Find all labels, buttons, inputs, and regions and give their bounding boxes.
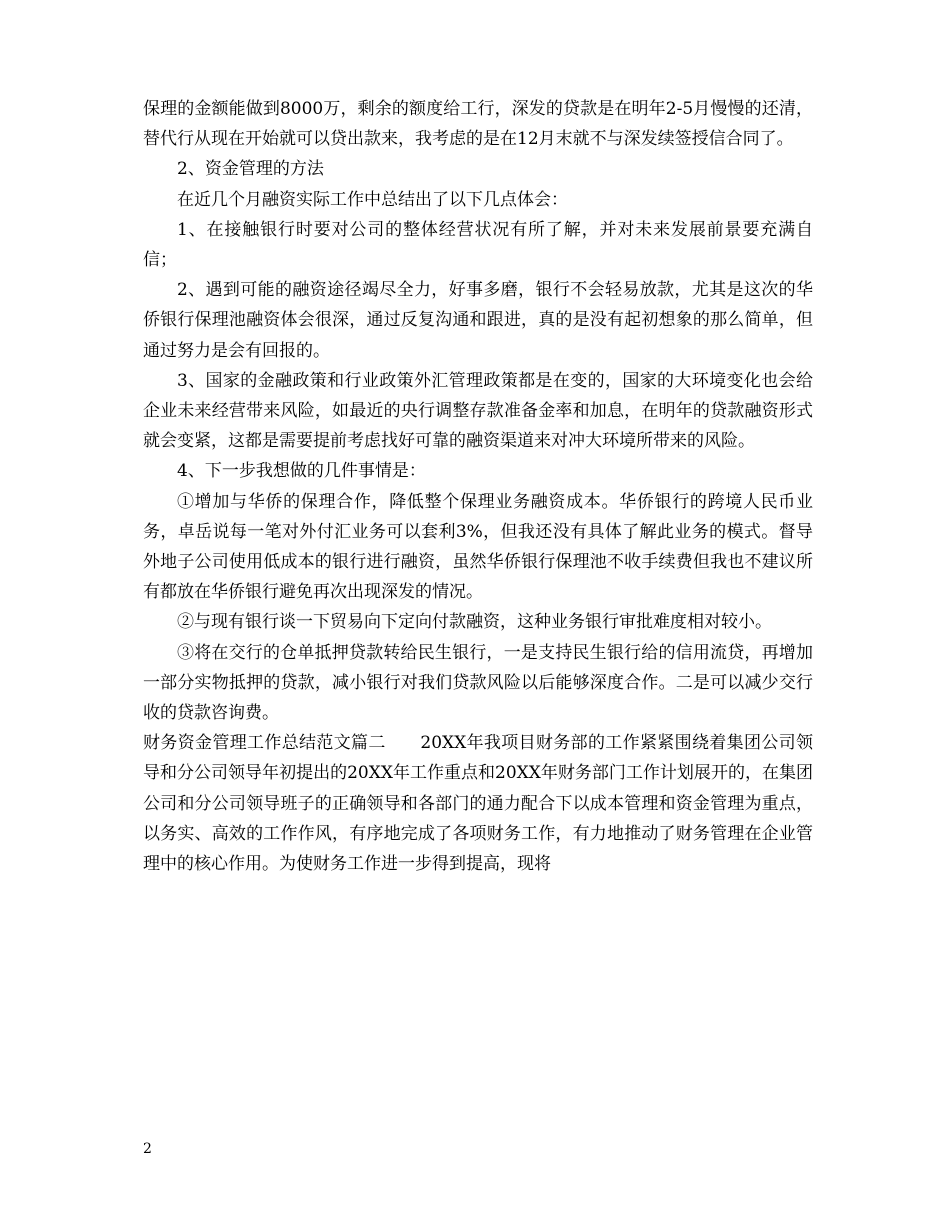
paragraph-point-2: 2、遇到可能的融资途径竭尽全力，好事多磨，银行不会轻易放款，尤其是这次的华侨银行保理池融资体会很深，通过反复沟通和跟进，真的是没有起初想象的那么简单，但通过努力是会有回报的。 [143, 280, 813, 361]
paragraph-point-4: 4、下一步我想做的几件事情是： [177, 461, 426, 482]
page-number: 2 [143, 1141, 152, 1157]
paragraph-subpoint-3: ③将在交行的仓单抵押贷款转给民生银行，一是支持民生银行给的信用流贷，再增加一部分实物抵押的贷款，减小银行对我们贷款风险以后能够深度合作。二是可以减少交行收的贷款咨询费。 [143, 642, 813, 724]
paragraph-article-two: 财务资金管理工作总结范文篇二 20XX年我项目财务部的工作紧紧围绕着集团公司领导和分公司领导年初提出的20XX年工作重点和20XX年财务部门工作计划展开的，在集团公司和分公司领导班子的正确领导和各部门的通力配合下以成本管理和资金管理为重点，以务实、高效的工作作风，有序地完成了各项财务工作，有力地推动了财务管理在企业管理中的核心作用。为使财务工作进一步得到提高，现将 [143, 733, 813, 875]
paragraph-summary-intro: 在近几个月融资实际工作中总结出了以下几点体会： [177, 189, 568, 210]
paragraph-subpoint-2: ②与现有银行谈一下贸易向下定向付款融资，这种业务银行审批难度相对较小。 [177, 612, 772, 633]
paragraph-continuation: 保理的金额能做到8000万，剩余的额度给工行，深发的贷款是在明年2-5月慢慢的还清，替代行从现在开始就可以贷出款来，我考虑的是在12月末就不与深发续签授信合同了。 [143, 99, 813, 150]
paragraph-point-3: 3、国家的金融政策和行业政策外汇管理政策都是在变的，国家的大环境变化也会给企业未来经营带来风险，如最近的央行调整存款准备金率和加息，在明年的贷款融资形式就会变紧，这都是需要提前考虑找好可靠的融资渠道来对冲大环境所带来的风险。 [143, 370, 813, 452]
paragraph-point-1: 1、在接触银行时要对公司的整体经营状况有所了解，并对未来发展前景要充满自信； [143, 219, 813, 271]
paragraph-subpoint-1: ①增加与华侨的保理合作，降低整个保理业务融资成本。华侨银行的跨境人民币业务，卓岳说每一笔对外付汇业务可以套利3%，但我还没有具体了解此业务的模式。督导外地子公司使用低成本的银行进行融资，虽然华侨银行保理池不收手续费但我也不建议所有都放在华侨银行避免再次出现深发的情况。 [143, 491, 813, 603]
document-body [143, 94, 813, 879]
section-heading-fund-management-methods: 2、资金管理的方法 [177, 159, 324, 180]
